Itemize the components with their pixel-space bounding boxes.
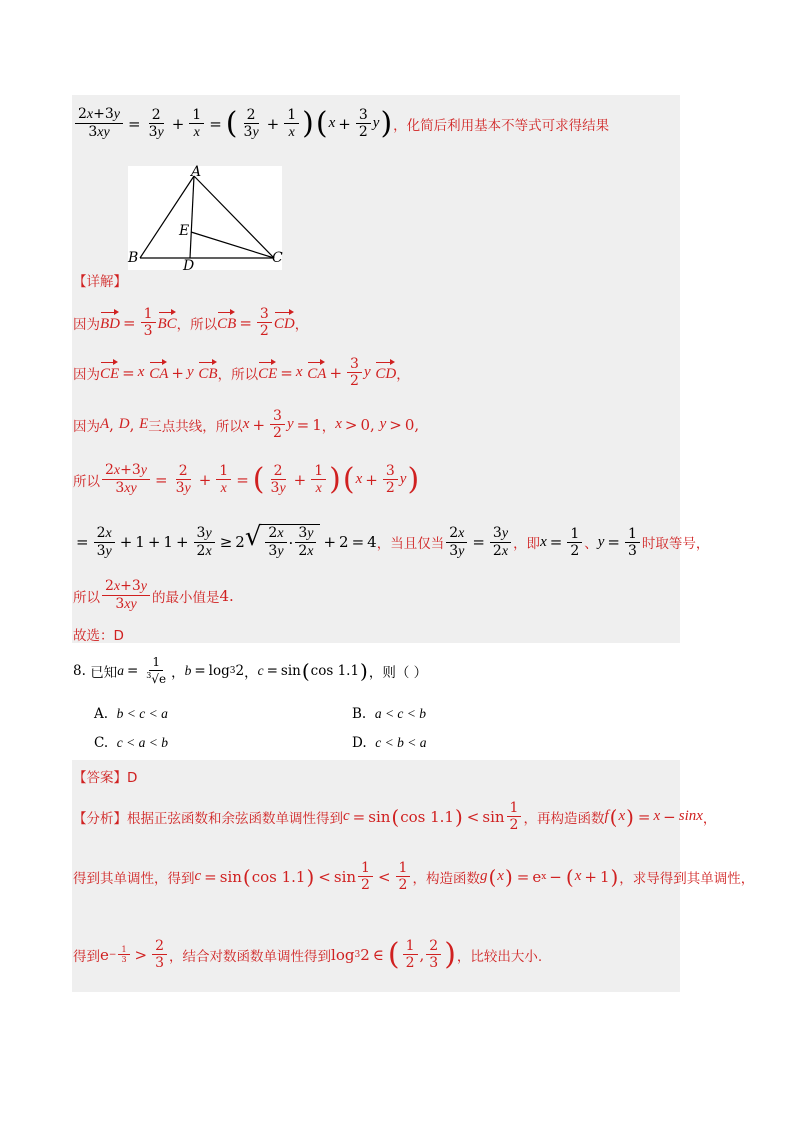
analysis-line-1: 【分析】 根据正弦函数和余弦函数单调性得到 c = sin ( cos 1.1 ) < sin $\frac{1}{2}$ ，再构造函数 f ( x ) = x − sinx ， (73, 800, 717, 834)
step-1: 因为 BD = $\frac{1}{3}$ BC ， 所以 CB = $\frac{3}{2}$ CD ， (73, 306, 309, 340)
question-8: 8. 已知 a = $\frac{1}{^3√e}$ ， b = log 3 2 ， c = sin ( cos 1.1 ) ，则（ ） (73, 655, 428, 686)
analysis-line-2: 得到其单调性，得到 c = sin ( cos 1.1 ) < sin $\frac{1}{2}$ < $\frac{1}{2}$ ，构造函数 g ( x ) = e x − ( x + 1 ) ，求导得到其单调性， (73, 860, 755, 894)
label-A: A (191, 164, 202, 180)
label-E: E (179, 223, 190, 239)
option-c[interactable]: C. c < a < b (94, 735, 168, 751)
choice-line: 故选：D (73, 628, 124, 644)
answer-line: 【答案】D (73, 770, 138, 786)
detail-label: 【详解】 (73, 274, 127, 290)
step-6: 所以 $\frac{2x+3y}{3xy}$ 的最小值是 4. (73, 578, 234, 613)
triangle-figure (128, 164, 283, 274)
label-B: B (128, 250, 139, 266)
step-2: 因为 CE = x CA + y CB ， 所以 CE = x CA + $\frac{3}{2}$ y CD ， (73, 356, 410, 390)
intro-suffix: ，化简后利用基本不等式可求得结果 (393, 117, 610, 134)
option-a[interactable]: A. b < c < a (94, 706, 168, 722)
analysis-line-3: 得到 e − $\frac{1}{3}$ > $\frac{2}{3}$ ，结合对数函数单调性得到 log 3 2 ∈ ( $\frac{1}{2}$ , $\frac{2}{3}$ ) ，比较出大小. (73, 936, 543, 972)
option-b[interactable]: B. a < c < b (352, 706, 427, 722)
label-D: D (183, 258, 195, 274)
step-4: 所以 $\frac{2x+3y}{3xy}$ = $\frac{2}{3y}$ + $\frac{1}{x}$ = ( $\frac{2}{3y}$ + $\frac{1}{x}$ ) ( x + $\frac{3}{2}$ y ) (73, 461, 420, 497)
option-d[interactable]: D. c < b < a (352, 735, 427, 751)
step-5: = $\frac{2x}{3y}$ + 1 + 1 + $\frac{3y}{2x}$ ≥ 2 √ $\frac{2x}{3y}$ · $\frac{3y}{2x}$ + 2 = 4 ，当且仅当 $\frac{2x}{3y}$ = $\frac{3y}{2x}$ ，即 x = $\frac{1}{2}$ 、 y = $\frac{1}{3}$ 时取等号， (76, 522, 710, 560)
solution-intro-line: $\frac{2x+3y}{3xy}$ = $\frac{2}{3y}$ + $\frac{1}{x}$ = ( $\frac{2}{3y}$ + $\frac{1}{x}$ ) ( x + $\frac{3}{2}$ y ) ，化简后利用基本不等式可求得结果 (73, 106, 609, 141)
label-C: C (272, 250, 283, 266)
step-3: 因为 A , D , E 三点共线，所以 x + $\frac{3}{2}$ y = 1 ， x > 0, y > 0, (73, 408, 420, 442)
